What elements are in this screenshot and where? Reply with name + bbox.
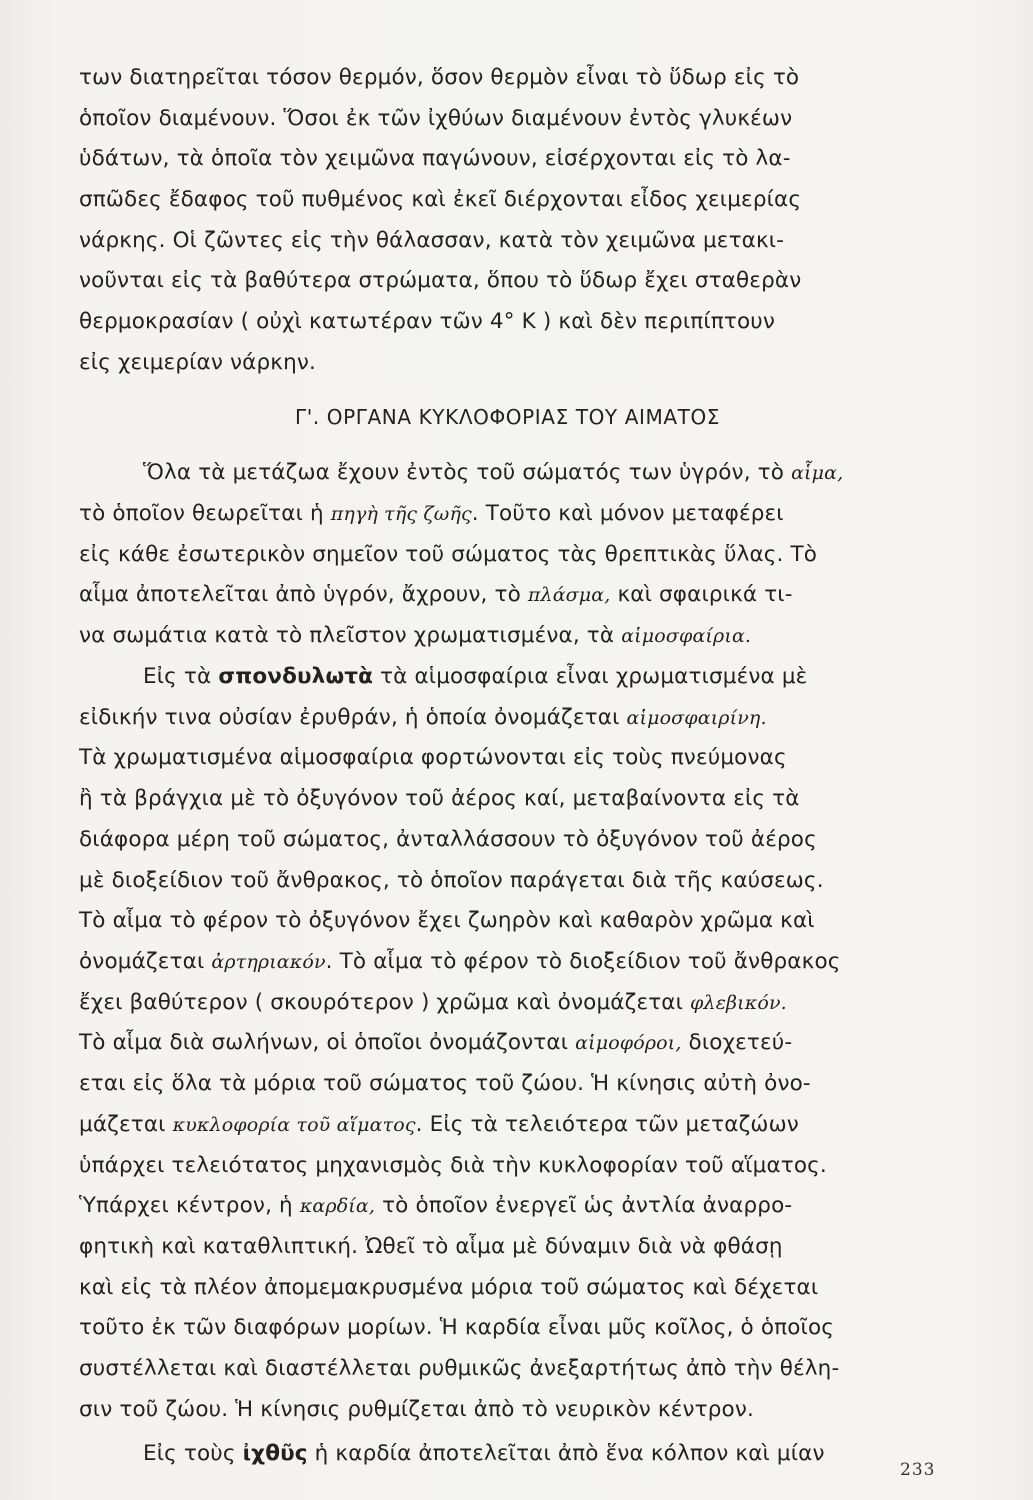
text-line: εἰς χειμερίαν νάρκην. <box>79 350 317 375</box>
italic-term: αἱμοφόροι, <box>575 1032 682 1054</box>
text-span: αἷμα ἀποτελεῖται ἀπὸ ὑγρόν, ἄχρουν, τὸ <box>79 582 528 607</box>
text-line: των διατηρεῖται τόσον θερμόν, ὅσον θερμὸν εἶναι τὸ ὕδωρ εἰς τὸ <box>79 65 800 90</box>
text-span: καὶ σφαιρικά τι- <box>610 582 793 607</box>
text-line <box>79 659 939 695</box>
text-line: τοῦτο ἐκ τῶν διαφόρων μορίων. Ἡ καρδία εἶναι μῦς κοῖλος, ὁ ὁποῖος <box>79 1315 835 1340</box>
text-span: να σωμάτια κατὰ τὸ πλεῖστον χρωματισμένα, τὰ <box>79 623 622 648</box>
section-heading: Γ'. ΟΡΓΑΝΑ ΚΥΚΛΟΦΟΡΙΑΣ ΤΟΥ ΑΙΜΑΤΟΣ <box>295 405 721 429</box>
text-line: νοῦνται εἰς τὰ βαθύτερα στρώματα, ὅπου τὸ ὕδωρ ἔχει σταθερὰν <box>79 268 802 293</box>
italic-term: καρδία, <box>299 1195 376 1217</box>
italic-term: αἱμοσφαιρίνη. <box>626 707 767 729</box>
italic-term: πηγὴ τῆς ζωῆς <box>330 503 472 525</box>
text-span: τὸ ὁποῖον θεωρεῖται ἡ <box>79 501 331 526</box>
text-line <box>79 618 939 654</box>
text-span: . Τὸ αἷμα τὸ φέρον τὸ διοξείδιον τοῦ ἄνθρακος <box>325 949 841 974</box>
text-line <box>79 944 939 980</box>
text-line: σιν τοῦ ζώου. Ἡ κίνησις ρυθμίζεται ἀπὸ τὸ νευρικὸν κέντρον. <box>79 1397 754 1422</box>
text-line: μὲ διοξείδιον τοῦ ἄνθρακος, τὸ ὁποῖον παράγεται διὰ τῆς καύσεως. <box>79 868 824 893</box>
italic-term: αἱμοσφαίρια. <box>621 625 752 647</box>
italic-term: ἀρτηριακόν <box>211 951 326 973</box>
text-span: Εἰς τοὺς <box>143 1441 243 1466</box>
text-line: διάφορα μέρη τοῦ σώματος, ἀνταλλάσσουν τὸ ὀξυγόνον τοῦ ἀέρος <box>79 827 817 852</box>
text-line: εἰς κάθε ἐσωτερικὸν σημεῖον τοῦ σώματος τὰς θρεπτικὰς ὕλας. Τὸ <box>79 542 818 567</box>
text-span: διοχετεύ- <box>681 1030 793 1055</box>
text-span: τὸ ὁποῖον ἐνεργεῖ ὡς ἀντλία ἀναρρο- <box>375 1193 793 1218</box>
text-span: εἰδικήν τινα οὐσίαν ἐρυθράν, ἡ ὁποία ὀνομάζεται <box>79 705 627 730</box>
text-line: θερμοκρασίαν ( οὐχὶ κατωτέραν τῶν 4° Κ ) καὶ δὲν περιπίπτουν <box>79 309 776 334</box>
text-line: ἢ τὰ βράγχια μὲ τὸ ὀξυγόνον τοῦ ἀέρος καί, μεταβαίνοντα εἰς τὰ <box>79 786 800 811</box>
text-line <box>79 577 939 613</box>
italic-term: πλάσμα, <box>527 584 611 606</box>
text-line: ὑπάρχει τελειότατος μηχανισμὸς διὰ τὴν κυκλοφορίαν τοῦ αἵματος. <box>79 1153 827 1178</box>
italic-term: αἷμα, <box>791 462 844 484</box>
text-line: νάρκης. Οἱ ζῶντες εἰς τὴν θάλασσαν, κατὰ τὸν χειμῶνα μετακι- <box>79 228 785 253</box>
text-line: εται εἰς ὅλα τὰ μόρια τοῦ σώματος τοῦ ζώου. Ἡ κίνησις αὐτὴ ὀνο- <box>79 1071 811 1096</box>
text-span: Εἰς τὰ <box>143 664 219 689</box>
page-number: 233 <box>900 1460 936 1480</box>
text-line: Τὸ αἷμα τὸ φέρον τὸ ὀξυγόνον ἔχει ζωηρὸν καὶ καθαρὸν χρῶμα καὶ <box>79 908 815 933</box>
text-line: ὑδάτων, τὰ ὁποῖα τὸν χειμῶνα παγώνουν, εἰσέρχονται εἰς τὸ λα- <box>79 146 791 171</box>
bold-term: ἰχθῦς <box>242 1441 308 1466</box>
text-line: συστέλλεται καὶ διαστέλλεται ρυθμικῶς ἀνεξαρτήτως ἀπὸ τὴν θέλη- <box>79 1356 840 1381</box>
text-span: τὰ αἱμοσφαίρια εἶναι χρωματισμένα μὲ <box>373 664 808 689</box>
text-span: . Εἰς τὰ τελειότερα τῶν μεταζώων <box>415 1112 799 1137</box>
text-line: Τὰ χρωματισμένα αἱμοσφαίρια φορτώνονται εἰς τοὺς πνεύμονας <box>79 745 787 770</box>
text-span: ἡ καρδία ἀποτελεῖται ἀπὸ ἕνα κόλπον καὶ μίαν <box>307 1441 825 1466</box>
text-line: καὶ εἰς τὰ πλέον ἀπομεμακρυσμένα μόρια τοῦ σώματος καὶ δέχεται <box>79 1275 819 1300</box>
italic-term: φλεβικόν. <box>690 992 787 1014</box>
text-line <box>79 700 939 736</box>
text-line: ὁποῖον διαμένουν. Ὅσοι ἐκ τῶν ἰχθύων διαμένουν ἐντὸς γλυκέων <box>79 106 793 131</box>
bold-term: σπονδυλωτὰ <box>218 664 374 689</box>
text-line <box>79 496 939 532</box>
text-line: φητικὴ καὶ καταθλιπτική. Ὠθεῖ τὸ αἷμα μὲ δύναμιν διὰ νὰ φθάσῃ <box>79 1234 783 1259</box>
text-line: σπῶδες ἔδαφος τοῦ πυθμένος καὶ ἐκεῖ διέρχονται εἶδος χειμερίας <box>79 187 802 212</box>
text-span: Τὸ αἷμα διὰ σωλήνων, οἱ ὁποῖοι ὀνομάζονται <box>79 1030 576 1055</box>
text-span: Ὅλα τὰ μετάζωα ἔχουν ἐντὸς τοῦ σώματός των ὑγρόν, τὸ <box>143 460 792 485</box>
text-span: ἔχει βαθύτερον ( σκουρότερον ) χρῶμα καὶ ὀνομάζεται <box>79 990 691 1015</box>
text-span: . Τοῦτο καὶ μόνον μεταφέρει <box>471 501 784 526</box>
text-line <box>79 1188 939 1224</box>
italic-term: κυκλοφορία τοῦ αἵματος <box>172 1114 416 1136</box>
text-line <box>79 455 939 491</box>
text-span: Ὑπάρχει κέντρον, ἡ <box>79 1193 300 1218</box>
text-line <box>79 1025 939 1061</box>
text-line <box>79 985 939 1021</box>
text-span: μάζεται <box>79 1112 173 1137</box>
text-span: ὀνομάζεται <box>79 949 212 974</box>
text-line <box>79 1107 939 1143</box>
text-line <box>79 1436 939 1472</box>
